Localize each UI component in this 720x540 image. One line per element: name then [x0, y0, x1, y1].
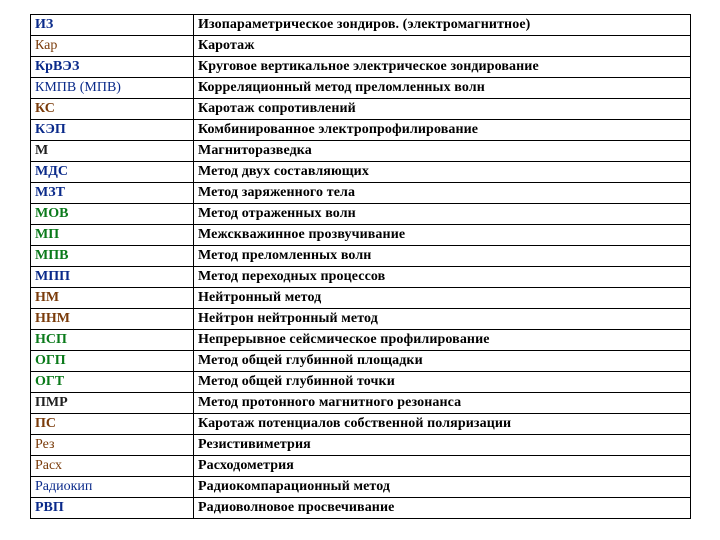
definition-cell: Расходометрия	[194, 456, 691, 477]
abbreviation-cell: МПВ	[31, 246, 194, 267]
abbreviation-cell: НСП	[31, 330, 194, 351]
definition-cell: Каротаж сопротивлений	[194, 99, 691, 120]
abbreviation-cell: КМПВ (МПВ)	[31, 78, 194, 99]
table-row	[31, 183, 691, 204]
definition-cell: Изопараметрическое зондиров. (электромагнитное)	[194, 15, 691, 36]
definition-cell: Метод двух составляющих	[194, 162, 691, 183]
abbreviation-table	[30, 14, 691, 519]
table-row	[31, 267, 691, 288]
table-row	[31, 288, 691, 309]
abbreviation-table-body	[31, 15, 691, 519]
definition-cell: Метод отраженных волн	[194, 204, 691, 225]
table-row	[31, 477, 691, 498]
definition-cell: Магниторазведка	[194, 141, 691, 162]
abbreviation-cell: РВП	[31, 498, 194, 519]
table-row	[31, 351, 691, 372]
definition-cell: Круговое вертикальное электрическое зондирование	[194, 57, 691, 78]
abbreviation-cell: МП	[31, 225, 194, 246]
table-row	[31, 393, 691, 414]
definition-cell: Метод преломленных волн	[194, 246, 691, 267]
table-row	[31, 36, 691, 57]
abbreviation-cell: ОГТ	[31, 372, 194, 393]
table-row	[31, 456, 691, 477]
abbreviation-cell: Рез	[31, 435, 194, 456]
abbreviation-cell: МПП	[31, 267, 194, 288]
definition-cell: Межскважинное прозвучивание	[194, 225, 691, 246]
definition-cell: Радиокомпарационный метод	[194, 477, 691, 498]
abbreviation-cell: М	[31, 141, 194, 162]
abbreviation-cell: ПМР	[31, 393, 194, 414]
definition-cell: Резистивиметрия	[194, 435, 691, 456]
definition-cell: Каротаж	[194, 36, 691, 57]
definition-cell: Метод переходных процессов	[194, 267, 691, 288]
abbreviation-cell: КрВЭЗ	[31, 57, 194, 78]
abbreviation-cell: КС	[31, 99, 194, 120]
table-row	[31, 141, 691, 162]
table-row	[31, 246, 691, 267]
table-row	[31, 99, 691, 120]
definition-cell: Радиоволновое просвечивание	[194, 498, 691, 519]
table-row	[31, 15, 691, 36]
abbreviation-cell: ННМ	[31, 309, 194, 330]
definition-cell: Метод заряженного тела	[194, 183, 691, 204]
table-row	[31, 120, 691, 141]
definition-cell: Метод общей глубинной точки	[194, 372, 691, 393]
definition-cell: Непрерывное сейсмическое профилирование	[194, 330, 691, 351]
abbreviation-cell: МДС	[31, 162, 194, 183]
definition-cell: Нейтронный метод	[194, 288, 691, 309]
table-row	[31, 57, 691, 78]
definition-cell: Нейтрон нейтронный метод	[194, 309, 691, 330]
table-row	[31, 330, 691, 351]
table-row	[31, 372, 691, 393]
definition-cell: Комбинированное электропрофилирование	[194, 120, 691, 141]
abbreviation-cell: КЭП	[31, 120, 194, 141]
table-row	[31, 498, 691, 519]
abbreviation-cell: Кар	[31, 36, 194, 57]
definition-cell: Каротаж потенциалов собственной поляризации	[194, 414, 691, 435]
abbreviation-cell: ПС	[31, 414, 194, 435]
abbreviation-cell: ОГП	[31, 351, 194, 372]
definition-cell: Корреляционный метод преломленных волн	[194, 78, 691, 99]
abbreviation-cell: МОВ	[31, 204, 194, 225]
definition-cell: Метод общей глубинной площадки	[194, 351, 691, 372]
abbreviation-cell: Расх	[31, 456, 194, 477]
abbreviation-cell: Радиокип	[31, 477, 194, 498]
table-row	[31, 309, 691, 330]
abbreviation-cell: МЗТ	[31, 183, 194, 204]
table-row	[31, 225, 691, 246]
definition-cell: Метод протонного магнитного резонанса	[194, 393, 691, 414]
table-row	[31, 204, 691, 225]
table-row	[31, 162, 691, 183]
abbreviation-cell: НМ	[31, 288, 194, 309]
table-row	[31, 414, 691, 435]
table-row	[31, 78, 691, 99]
abbreviation-cell: ИЗ	[31, 15, 194, 36]
table-row	[31, 435, 691, 456]
